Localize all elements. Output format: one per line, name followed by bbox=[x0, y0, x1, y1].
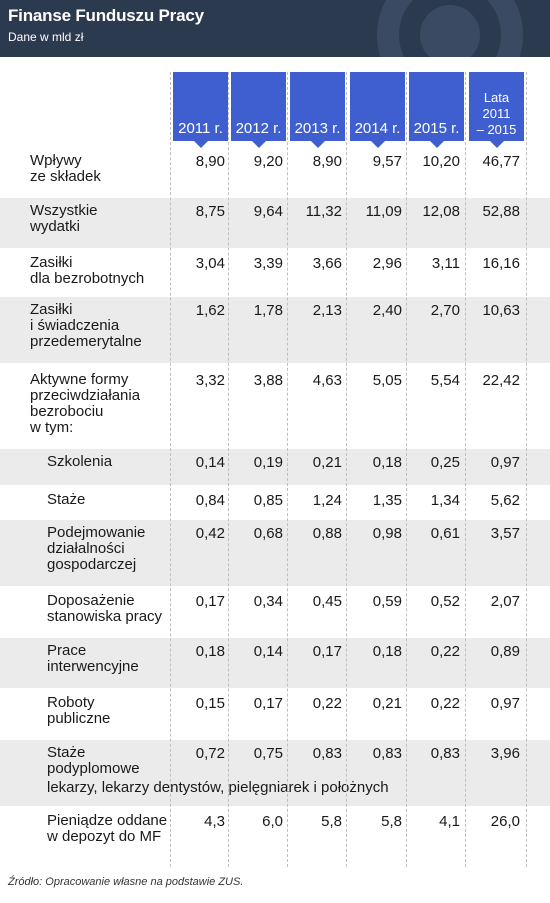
table-cell: 0,19 bbox=[253, 454, 283, 471]
row-note: lekarzy, lekarzy dentystów, pielęgniarek i położnych bbox=[47, 779, 389, 796]
table-cell: 3,04 bbox=[195, 255, 225, 272]
column-divider bbox=[170, 72, 171, 867]
row-label: Staże bbox=[47, 491, 86, 508]
table-row bbox=[0, 487, 550, 518]
column-divider bbox=[228, 72, 229, 867]
table-row bbox=[0, 148, 550, 196]
table-row bbox=[0, 250, 550, 296]
table-cell: 52,88 bbox=[482, 203, 520, 220]
table-cell: 0,84 bbox=[195, 492, 225, 509]
row-label: Roboty publiczne bbox=[47, 694, 111, 727]
table-cell: 3,66 bbox=[312, 255, 342, 272]
column-header-label: 2011 r. bbox=[178, 120, 223, 137]
table-row bbox=[0, 367, 550, 447]
row-label: Aktywne formy przeciwdziałania bezrobociu w tym: bbox=[30, 371, 141, 436]
table-cell: 4,3 bbox=[204, 813, 225, 830]
row-label: Zasiłki dla bezrobotnych bbox=[30, 254, 145, 287]
table-cell: 0,68 bbox=[253, 525, 283, 542]
table-row bbox=[0, 297, 550, 363]
table-row bbox=[0, 740, 550, 806]
table-cell: 3,32 bbox=[195, 372, 225, 389]
table-cell: 0,34 bbox=[253, 593, 283, 610]
table-cell: 0,15 bbox=[195, 695, 225, 712]
table-cell: 0,22 bbox=[430, 643, 460, 660]
table-cell: 0,75 bbox=[253, 745, 283, 762]
header-pointer bbox=[490, 141, 504, 148]
column-header-label: 2015 r. bbox=[413, 120, 460, 137]
column-header-year bbox=[350, 72, 405, 141]
column-divider bbox=[465, 72, 466, 867]
table-cell: 0,14 bbox=[253, 643, 283, 660]
header-pointer bbox=[194, 141, 208, 148]
table-cell: 3,39 bbox=[253, 255, 283, 272]
table-cell: 5,8 bbox=[381, 813, 402, 830]
table-cell: 2,70 bbox=[430, 302, 460, 319]
table-cell: 1,34 bbox=[430, 492, 460, 509]
header-pointer bbox=[252, 141, 266, 148]
row-label: Doposażenie stanowiska pracy bbox=[47, 592, 163, 625]
table-cell: 3,57 bbox=[490, 525, 520, 542]
source-note: Źródło: Opracowanie własne na podstawie ZUS. bbox=[8, 876, 244, 888]
table-cell: 6,0 bbox=[262, 813, 283, 830]
table-cell: 0,89 bbox=[490, 643, 520, 660]
table-cell: 26,0 bbox=[490, 813, 520, 830]
table-cell: 0,83 bbox=[372, 745, 402, 762]
column-header-year bbox=[409, 72, 464, 141]
table-cell: 0,97 bbox=[490, 454, 520, 471]
row-label: Szkolenia bbox=[47, 453, 113, 470]
table-cell: 4,63 bbox=[312, 372, 342, 389]
table-cell: 1,78 bbox=[253, 302, 283, 319]
table-cell: 0,97 bbox=[490, 695, 520, 712]
table-cell: 0,21 bbox=[372, 695, 402, 712]
table-cell: 10,20 bbox=[422, 153, 460, 170]
table-cell: 0,17 bbox=[195, 593, 225, 610]
table-cell: 8,90 bbox=[312, 153, 342, 170]
column-header-year bbox=[173, 72, 228, 141]
table-cell: 0,98 bbox=[372, 525, 402, 542]
column-header-year bbox=[231, 72, 286, 141]
column-header-label: 2014 r. bbox=[354, 120, 401, 137]
table-row bbox=[0, 690, 550, 738]
table-cell: 5,8 bbox=[321, 813, 342, 830]
table-row bbox=[0, 588, 550, 636]
table-row bbox=[0, 198, 550, 248]
table-cell: 0,18 bbox=[372, 643, 402, 660]
table-cell: 8,75 bbox=[195, 203, 225, 220]
table-cell: 12,08 bbox=[422, 203, 460, 220]
logo-icon bbox=[375, 0, 525, 57]
table-cell: 10,63 bbox=[482, 302, 520, 319]
table-cell: 0,21 bbox=[312, 454, 342, 471]
table-cell: 0,18 bbox=[372, 454, 402, 471]
table-cell: 3,88 bbox=[253, 372, 283, 389]
table-cell: 0,61 bbox=[430, 525, 460, 542]
table-cell: 0,52 bbox=[430, 593, 460, 610]
table-cell: 4,1 bbox=[439, 813, 460, 830]
table-cell: 0,17 bbox=[312, 643, 342, 660]
table-cell: 0,72 bbox=[195, 745, 225, 762]
row-label: Zasiłki i świadczenia przedemerytalne bbox=[30, 301, 142, 350]
column-divider bbox=[346, 72, 347, 867]
column-divider bbox=[287, 72, 288, 867]
column-divider bbox=[406, 72, 407, 867]
table-cell: 0,17 bbox=[253, 695, 283, 712]
table-cell: 0,45 bbox=[312, 593, 342, 610]
header-pointer bbox=[430, 141, 444, 148]
table-cell: 9,57 bbox=[372, 153, 402, 170]
column-divider bbox=[526, 72, 527, 867]
row-label: Staże podyplomowe bbox=[47, 744, 140, 777]
header-pointer bbox=[311, 141, 325, 148]
table-cell: 3,11 bbox=[431, 255, 460, 272]
table-row bbox=[0, 638, 550, 688]
table-cell: 46,77 bbox=[482, 153, 520, 170]
column-header-year bbox=[290, 72, 345, 141]
table-cell: 11,32 bbox=[305, 203, 342, 220]
table-cell: 16,16 bbox=[482, 255, 520, 272]
table-cell: 5,54 bbox=[430, 372, 460, 389]
table-cell: 22,42 bbox=[482, 372, 520, 389]
table-cell: 1,24 bbox=[312, 492, 342, 509]
header-pointer bbox=[371, 141, 385, 148]
table-cell: 2,13 bbox=[312, 302, 342, 319]
header bbox=[0, 0, 550, 57]
table-cell: 2,40 bbox=[372, 302, 402, 319]
row-label: Wszystkie wydatki bbox=[30, 202, 98, 235]
table-row bbox=[0, 520, 550, 586]
table-cell: 0,88 bbox=[312, 525, 342, 542]
table-cell: 9,64 bbox=[253, 203, 283, 220]
table-cell: 0,83 bbox=[312, 745, 342, 762]
table-cell: 0,59 bbox=[372, 593, 402, 610]
table-cell: 0,14 bbox=[195, 454, 225, 471]
row-label: Prace interwencyjne bbox=[47, 642, 139, 675]
table-cell: 0,42 bbox=[195, 525, 225, 542]
table-cell: 0,85 bbox=[253, 492, 283, 509]
column-header-label: Lata 2011 – 2015 bbox=[476, 90, 517, 137]
table-cell: 0,22 bbox=[312, 695, 342, 712]
table-cell: 5,05 bbox=[372, 372, 402, 389]
table-cell: 5,62 bbox=[490, 492, 520, 509]
table-cell: 2,07 bbox=[490, 593, 520, 610]
column-header-label: 2012 r. bbox=[235, 120, 282, 137]
column-header-label: 2013 r. bbox=[294, 120, 341, 137]
table-cell: 0,25 bbox=[430, 454, 460, 471]
table-cell: 1,35 bbox=[372, 492, 402, 509]
table-cell: 2,96 bbox=[372, 255, 402, 272]
row-label: Podejmowanie działalności gospodarczej bbox=[47, 524, 146, 573]
page-subtitle: Dane w mld zł bbox=[8, 30, 84, 44]
row-label: Pieniądze oddane w depozyt do MF bbox=[47, 812, 168, 845]
table-cell: 0,18 bbox=[195, 643, 225, 660]
table-cell: 8,90 bbox=[195, 153, 225, 170]
table-cell: 3,96 bbox=[490, 745, 520, 762]
row-label: Wpływy ze składek bbox=[30, 152, 101, 185]
table-cell: 9,20 bbox=[253, 153, 283, 170]
table-cell: 11,09 bbox=[365, 203, 402, 220]
table-cell: 0,22 bbox=[430, 695, 460, 712]
table-row bbox=[0, 449, 550, 485]
table-cell: 1,62 bbox=[195, 302, 225, 319]
table-row bbox=[0, 808, 550, 862]
column-header-total bbox=[469, 72, 524, 141]
table-cell: 0,83 bbox=[430, 745, 460, 762]
page-title: Finanse Funduszu Pracy bbox=[8, 6, 204, 25]
